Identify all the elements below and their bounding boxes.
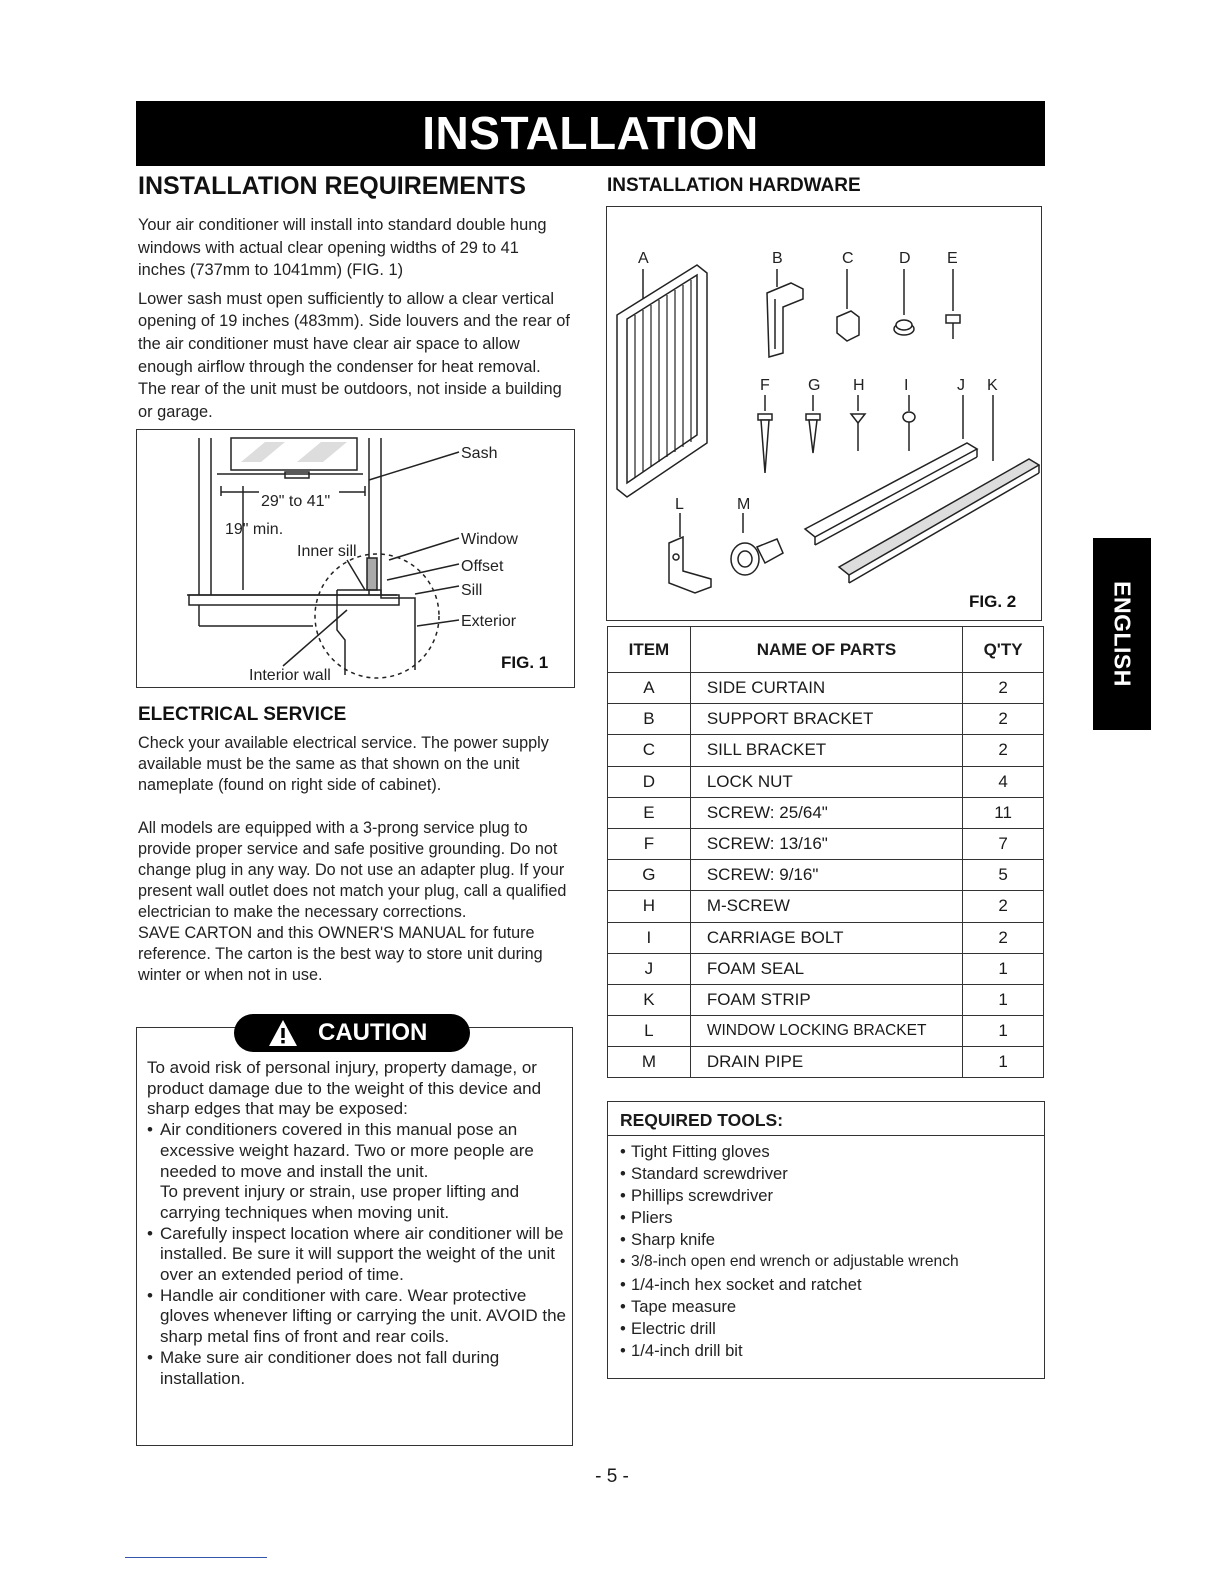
cell-name: SUPPORT BRACKET — [690, 704, 962, 735]
callout-width: 29" to 41" — [261, 493, 331, 510]
fig1-window-diagram — [136, 429, 575, 688]
cell-qty: 2 — [963, 735, 1044, 766]
electrical-heading: ELECTRICAL SERVICE — [138, 704, 347, 725]
cell-qty: 1 — [963, 1047, 1044, 1078]
table-row — [608, 891, 1044, 922]
table-row — [608, 860, 1044, 891]
cell-item: E — [608, 797, 691, 828]
caution-item: • Make sure air conditioner does not fall during installation. — [147, 1348, 567, 1389]
caution-item-extra: To prevent injury or strain, use proper lifting and carrying techniques when moving unit. — [160, 1182, 520, 1222]
list-item: • Tape measure — [620, 1296, 1044, 1318]
letter-l: L — [675, 496, 684, 513]
cell-name: FOAM SEAL — [690, 953, 962, 984]
requirements-text — [138, 214, 570, 429]
callout-window: Window — [461, 531, 518, 548]
cell-qty: 2 — [963, 704, 1044, 735]
callout-exterior: Exterior — [461, 613, 517, 630]
electrical-text — [138, 733, 570, 986]
cell-item: L — [608, 1016, 691, 1047]
cell-qty: 1 — [963, 1016, 1044, 1047]
caution-list — [147, 1120, 567, 1389]
letter-b: B — [772, 250, 783, 267]
callout-interior-wall: Interior wall — [249, 667, 331, 684]
tools-list — [608, 1136, 1044, 1362]
table-row — [608, 984, 1044, 1015]
cell-name: M-SCREW — [690, 891, 962, 922]
letter-h: H — [853, 377, 865, 394]
requirements-heading: INSTALLATION REQUIREMENTS — [138, 172, 526, 200]
section-title-bar: INSTALLATION — [136, 101, 1045, 166]
cell-item: D — [608, 766, 691, 797]
cell-item: G — [608, 860, 691, 891]
callout-inner-sill: Inner sill — [297, 543, 357, 560]
cell-qty: 2 — [963, 922, 1044, 953]
letter-i: I — [904, 377, 909, 394]
callout-sill: Sill — [461, 582, 483, 599]
parts-table — [607, 626, 1044, 1078]
callout-height: 19" min. — [225, 521, 284, 538]
cell-qty: 5 — [963, 860, 1044, 891]
letter-k: K — [987, 377, 998, 394]
cell-item: A — [608, 673, 691, 704]
caution-text — [147, 1058, 567, 1389]
electrical-paragraph-2: All models are equipped with a 3-prong service plug to provide proper service and safe positive grounding. Do not change plug in any way. Do not use an adapter plug. If your present wall outlet does not match your plug, call a qualified electrician to make the necessary corrections. — [138, 819, 567, 921]
cell-name: SCREW: 9/16" — [690, 860, 962, 891]
cell-qty: 2 — [963, 673, 1044, 704]
cell-qty: 1 — [963, 953, 1044, 984]
list-item: • Phillips screwdriver — [620, 1185, 1044, 1207]
cell-item: C — [608, 735, 691, 766]
table-row — [608, 797, 1044, 828]
header-name: NAME OF PARTS — [690, 627, 962, 673]
table-row — [608, 828, 1044, 859]
caution-label — [234, 1014, 470, 1052]
callout-offset: Offset — [461, 558, 504, 575]
requirements-paragraph-2: Lower sash must open sufficiently to allow a clear vertical opening of 19 inches (483mm). Side louvers and the rear of the air conditioner must have clear air space to allow enough airflow through the condenser for heat removal. The rear of the unit must be outdoors, not inside a building or garage. — [138, 289, 570, 421]
table-row — [608, 735, 1044, 766]
tools-heading: REQUIRED TOOLS: — [608, 1102, 1044, 1136]
caution-item: • Carefully inspect location where air conditioner will be installed. Be sure it will support the weight of the unit over an extended period of time. — [147, 1224, 567, 1286]
letter-f: F — [760, 377, 770, 394]
window-diagram-svg — [137, 430, 573, 686]
list-item: • 1/4-inch hex socket and ratchet — [620, 1274, 1044, 1296]
letter-e: E — [947, 250, 958, 267]
list-item: • Pliers — [620, 1207, 1044, 1229]
cell-item: I — [608, 922, 691, 953]
caution-item: • Handle air conditioner with care. Wear protective gloves whenever lifting or carrying the unit. AVOID the sharp metal fins of front and rear coils. — [147, 1286, 567, 1348]
hardware-heading: INSTALLATION HARDWARE — [607, 175, 861, 196]
table-row — [608, 673, 1044, 704]
header-qty: Q'TY — [963, 627, 1044, 673]
letter-m: M — [737, 496, 751, 513]
letter-d: D — [899, 250, 911, 267]
fig2-label: FIG. 2 — [969, 592, 1017, 611]
cell-qty: 4 — [963, 766, 1044, 797]
header-item: ITEM — [608, 627, 691, 673]
cell-name: FOAM STRIP — [690, 984, 962, 1015]
caution-item-text: Air conditioners covered in this manual pose an excessive weight hazard. Two or more people are needed to move and install the unit. — [160, 1120, 534, 1181]
language-tab — [1093, 538, 1151, 730]
list-item: • Standard screwdriver — [620, 1163, 1044, 1185]
hardware-diagram-svg — [607, 207, 1040, 619]
cell-item: J — [608, 953, 691, 984]
fig2-hardware-diagram — [606, 206, 1042, 621]
cell-name: WINDOW LOCKING BRACKET — [690, 1016, 962, 1047]
list-item: • Tight Fitting gloves — [620, 1141, 1044, 1163]
cell-item: M — [608, 1047, 691, 1078]
language-tab-label: ENGLISH — [1109, 581, 1136, 687]
callout-sash: Sash — [461, 445, 498, 462]
cell-name: SIDE CURTAIN — [690, 673, 962, 704]
table-row — [608, 1047, 1044, 1078]
table-row — [608, 1016, 1044, 1047]
page-number: - 5 - — [595, 1466, 629, 1487]
warning-icon — [268, 1019, 298, 1047]
cell-name: LOCK NUT — [690, 766, 962, 797]
cell-name: SCREW: 25/64" — [690, 797, 962, 828]
letter-g: G — [808, 377, 821, 394]
table-header-row — [608, 627, 1044, 673]
list-item: • 1/4-inch drill bit — [620, 1340, 1044, 1362]
cell-name: CARRIAGE BOLT — [690, 922, 962, 953]
table-row — [608, 922, 1044, 953]
table-row — [608, 704, 1044, 735]
cell-name: DRAIN PIPE — [690, 1047, 962, 1078]
letter-a: A — [638, 250, 649, 267]
list-item: • Electric drill — [620, 1318, 1044, 1340]
caution-label-text: CAUTION — [318, 1019, 428, 1046]
letter-c: C — [842, 250, 854, 267]
cell-qty: 2 — [963, 891, 1044, 922]
footer-rule — [125, 1557, 267, 1558]
list-item: • Sharp knife — [620, 1229, 1044, 1251]
cell-qty: 7 — [963, 828, 1044, 859]
letter-j: J — [957, 377, 965, 394]
cell-name: SILL BRACKET — [690, 735, 962, 766]
cell-item: F — [608, 828, 691, 859]
cell-item: K — [608, 984, 691, 1015]
cell-item: B — [608, 704, 691, 735]
cell-qty: 11 — [963, 797, 1044, 828]
requirements-paragraph-1: Your air conditioner will install into standard double hung windows with actual clear opening widths of 29 to 41 inches (737mm to 1041mm) (FIG. 1) — [138, 216, 547, 280]
list-item: • 3/8-inch open end wrench or adjustable wrench — [620, 1251, 1044, 1273]
table-row — [608, 953, 1044, 984]
cell-qty: 1 — [963, 984, 1044, 1015]
electrical-paragraph-3: SAVE CARTON and this OWNER'S MANUAL for future reference. The carton is the best way to store unit during winter or when not in use. — [138, 924, 543, 984]
caution-item — [147, 1120, 567, 1224]
fig1-label: FIG. 1 — [501, 653, 549, 672]
electrical-paragraph-1: Check your available electrical service. The power supply available must be the same as that shown on the unit nameplate (found on right side of cabinet). — [138, 734, 549, 794]
caution-intro: To avoid risk of personal injury, property damage, or product damage due to the weight of this device and sharp edges that may be exposed: — [147, 1058, 542, 1119]
table-row — [608, 766, 1044, 797]
cell-item: H — [608, 891, 691, 922]
cell-name: SCREW: 13/16" — [690, 828, 962, 859]
required-tools-box — [607, 1101, 1045, 1379]
